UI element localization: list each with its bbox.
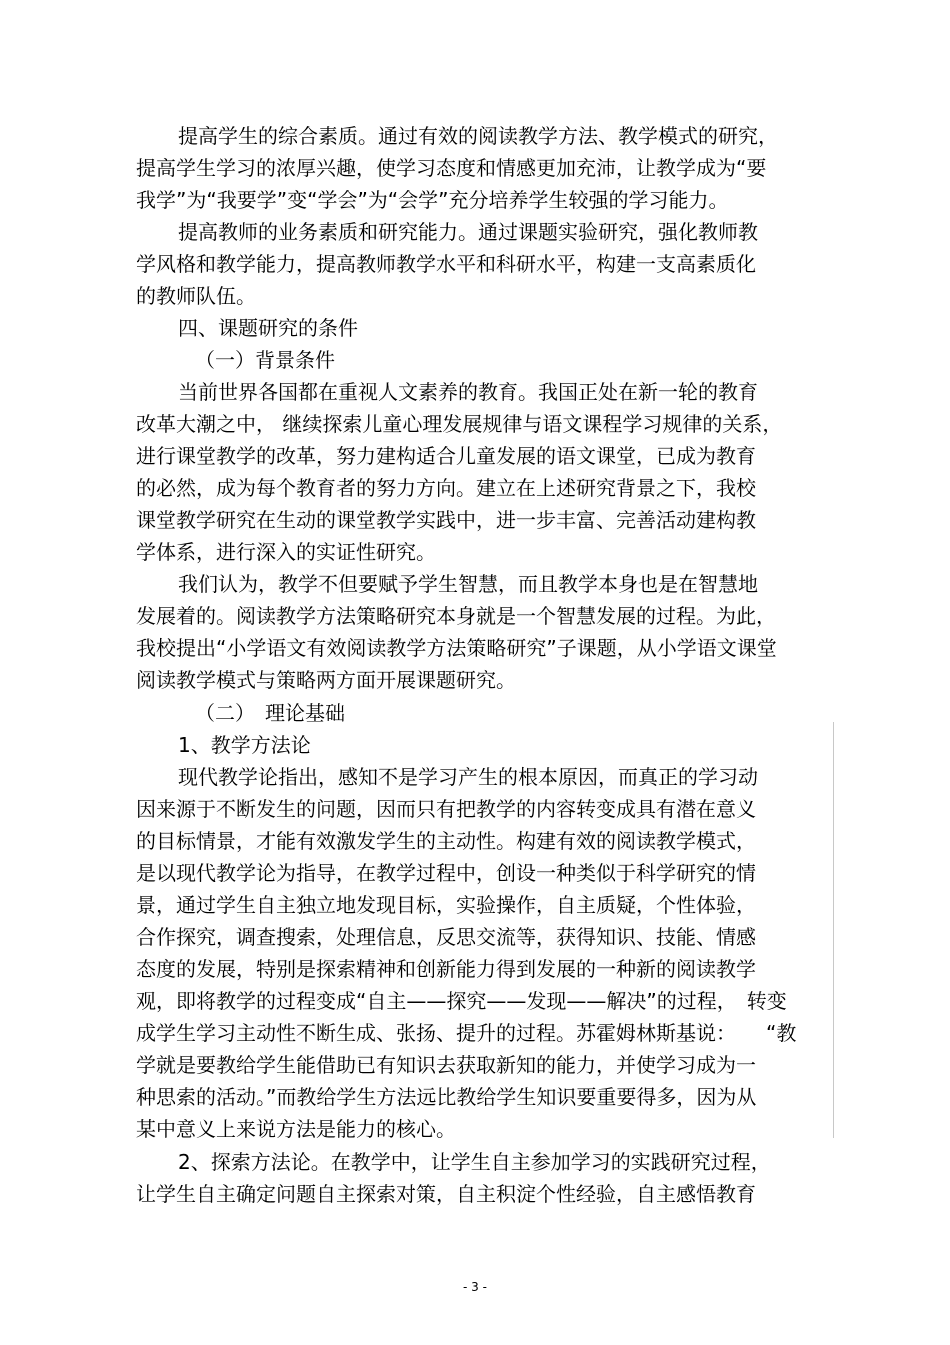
paragraph-line: 种思索的活动。”而教给学生方法远比教给学生知识要重要得多，因为从	[136, 1085, 757, 1109]
paragraph-line: 现代教学论指出，感知不是学习产生的根本原因，而真正的学习动	[178, 765, 758, 789]
paragraph-line: 当前世界各国都在重视人文素养的教育。我国正处在新一轮的教育	[178, 380, 758, 404]
paragraph-line: 我学”为“我要学”变“学会”为“会学”充分培养学生较强的学习能力。	[136, 188, 729, 212]
paragraph-line: 课堂教学研究在生动的课堂教学实践中，进一步丰富、完善活动建构教	[136, 508, 756, 532]
paragraph-line: 某中意义上来说方法是能力的核心。	[136, 1117, 456, 1141]
paragraph-line: 的教师队伍。	[136, 284, 256, 308]
paragraph-line: 提高学生学习的浓厚兴趣，使学习态度和情感更加充沛，让教学成为“要	[136, 156, 767, 180]
paragraph-line: 提高学生的综合素质。通过有效的阅读教学方法、教学模式的研究，	[178, 124, 778, 148]
margin-rule	[833, 722, 834, 1138]
numbered-heading: 1、教学方法论	[178, 733, 311, 757]
paragraph-line: 发展着的。阅读教学方法策略研究本身就是一个智慧发展的过程。为此，	[136, 604, 776, 628]
paragraph-line: 的必然，成为每个教育者的努力方向。建立在上述研究背景之下，我校	[136, 476, 756, 500]
paragraph-line: 改革大潮之中， 继续探索儿童心理发展规律与语文课程学习规律的关系，	[136, 412, 783, 436]
numbered-heading: 2、探索方法论。在教学中，让学生自主参加学习的实践研究过程，	[178, 1150, 771, 1174]
paragraph-line: 因来源于不断发生的问题，因而只有把教学的内容转变成具有潜在意义	[136, 797, 756, 821]
paragraph-line: 合作探究，调查搜索，处理信息，反思交流等，获得知识、技能、情感	[136, 925, 756, 949]
paragraph-line: 进行课堂教学的改革，努力建构适合儿童发展的语文课堂，已成为教育	[136, 444, 756, 468]
paragraph-line: 阅读教学模式与策略两方面开展课题研究。	[136, 668, 516, 692]
paragraph-line: 态度的发展，特别是探索精神和创新能力得到发展的一种新的阅读教学	[136, 957, 756, 981]
section-heading: 四、课题研究的条件	[178, 316, 358, 340]
page-number: - 3 -	[463, 1280, 487, 1294]
paragraph-line: 我校提出“小学语文有效阅读教学方法策略研究”子课题，从小学语文课堂	[136, 636, 777, 660]
paragraph-line: 我们认为，教学不但要赋予学生智慧，而且教学本身也是在智慧地	[178, 572, 758, 596]
paragraph-line: 学就是要教给学生能借助已有知识去获取新知的能力，并使学习成为一	[136, 1053, 756, 1077]
subsection-heading: （二） 理论基础	[195, 701, 345, 725]
paragraph-line: 观，即将教学的过程变成“自主——探究——发现——解决”的过程， 转变	[136, 989, 787, 1013]
paragraph-line: 成学生学习主动性不断生成、张扬、提升的过程。苏霍姆林斯基说： “教	[136, 1021, 797, 1045]
paragraph-line: 让学生自主确定问题自主探索对策，自主积淀个性经验，自主感悟教育	[136, 1182, 756, 1206]
paragraph-line: 提高教师的业务素质和研究能力。通过课题实验研究，强化教师教	[178, 220, 758, 244]
subsection-heading: （一）背景条件	[195, 348, 335, 372]
paragraph-line: 的目标情景，才能有效激发学生的主动性。构建有效的阅读教学模式，	[136, 829, 756, 853]
paragraph-line: 景，通过学生自主独立地发现目标，实验操作，自主质疑，个性体验，	[136, 893, 756, 917]
paragraph-line: 学风格和教学能力，提高教师教学水平和科研水平，构建一支高素质化	[136, 252, 756, 276]
paragraph-line: 学体系，进行深入的实证性研究。	[136, 540, 436, 564]
paragraph-line: 是以现代教学论为指导，在教学过程中，创设一种类似于科学研究的情	[136, 861, 756, 885]
